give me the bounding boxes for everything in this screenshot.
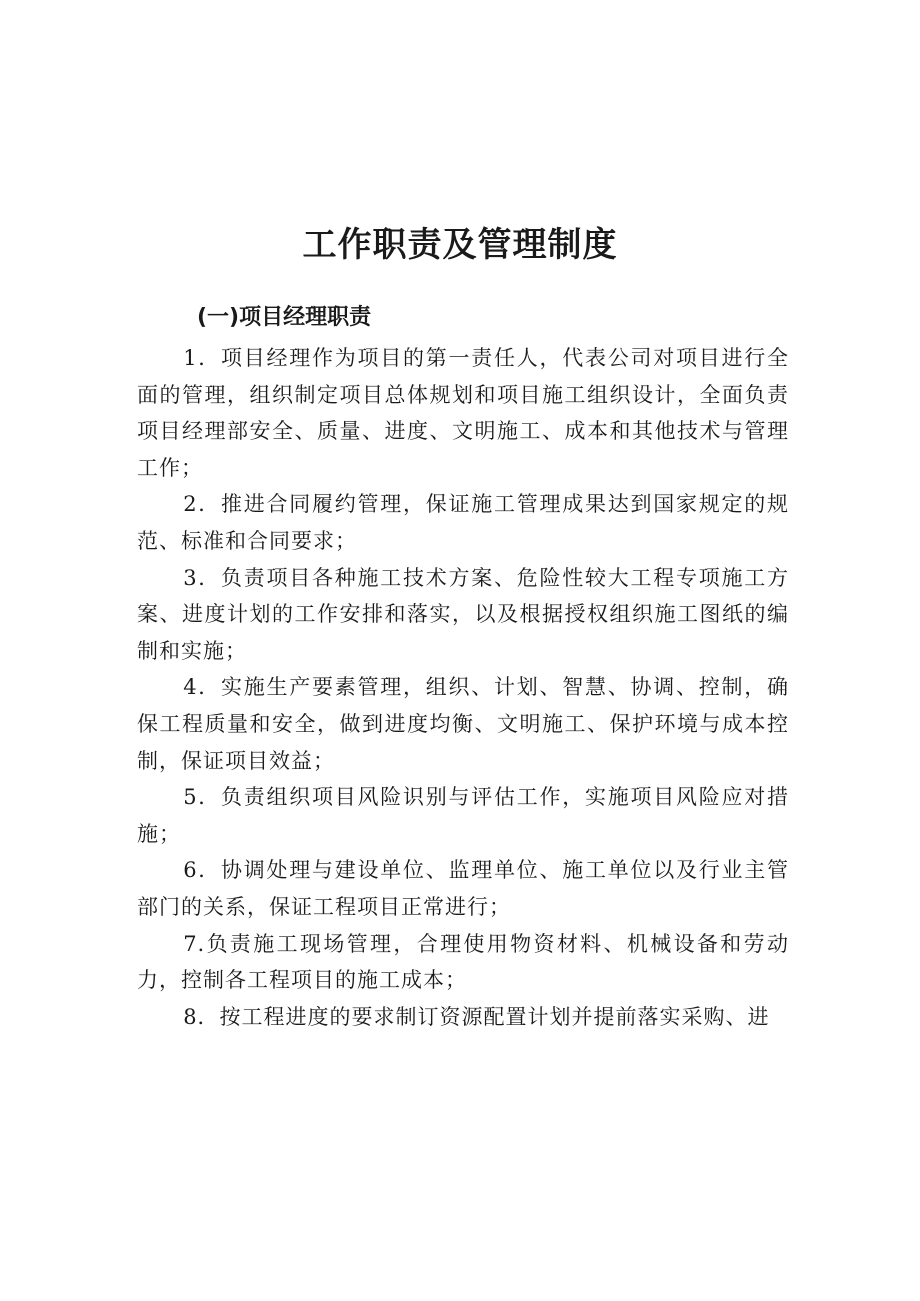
paragraph-1: 1．项目经理作为项目的第一责任人，代表公司对项目进行全面的管理，组织制定项目总体规划和项目施工组织设计，全面负责项目经理部安全、质量、进度、文明施工、成本和其他技术与管理工作； [137, 346, 789, 480]
document-body [137, 340, 789, 1035]
paragraph-6: 6．协调处理与建设单位、监理单位、施工单位以及行业主管部门的关系，保证工程项目正常进行； [137, 858, 789, 919]
paragraph-2: 2．推进合同履约管理，保证施工管理成果达到国家规定的规范、标准和合同要求； [137, 492, 789, 553]
paragraph-7: 7.负责施工现场管理，合理使用物资材料、机械设备和劳动力，控制各工程项目的施工成本； [137, 931, 789, 993]
paragraph-4: 4．实施生产要素管理，组织、计划、智慧、协调、控制，确保工程质量和安全，做到进度均衡、文明施工、保护环境与成本控制，保证项目效益； [137, 675, 789, 773]
paragraph-5: 5．负责组织项目风险识别与评估工作，实施项目风险应对措施； [137, 785, 789, 846]
paragraph-8: 8．按工程进度的要求制订资源配置计划并提前落实采购、进 [183, 1004, 770, 1029]
document-title: 工作职责及管理制度 [302, 225, 618, 265]
paragraph-3: 3．负责项目各种施工技术方案、危险性较大工程专项施工方案、进度计划的工作安排和落实，以及根据授权组织施工图纸的编制和实施； [137, 565, 789, 663]
section-heading: (一)项目经理职责 [197, 305, 372, 330]
